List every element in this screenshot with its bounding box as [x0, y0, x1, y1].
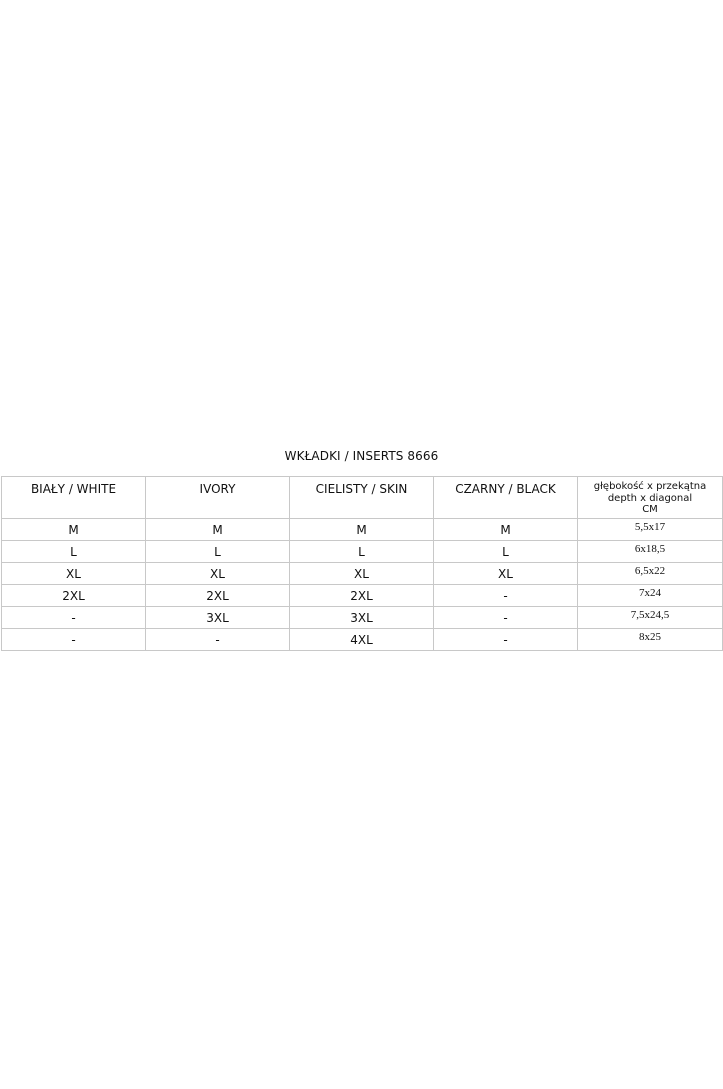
- cell-dimensions: 7,5x24,5: [578, 607, 723, 629]
- cell-black: XL: [434, 563, 578, 585]
- cell-skin: M: [290, 519, 434, 541]
- cell-white: M: [2, 519, 146, 541]
- cell-white: L: [2, 541, 146, 563]
- cell-dimensions: 8x25: [578, 629, 723, 651]
- cell-ivory: 3XL: [146, 607, 290, 629]
- cell-black: -: [434, 585, 578, 607]
- table-row: [2, 519, 723, 541]
- cell-ivory: 2XL: [146, 585, 290, 607]
- cell-skin: 2XL: [290, 585, 434, 607]
- column-header-ivory: IVORY: [146, 477, 290, 519]
- cell-skin: L: [290, 541, 434, 563]
- cell-dimensions: 6x18,5: [578, 541, 723, 563]
- cell-white: XL: [2, 563, 146, 585]
- table-header-row: [2, 477, 723, 519]
- dimensions-header-polish: głębokość x przekątna: [593, 481, 707, 492]
- cell-black: L: [434, 541, 578, 563]
- column-header-black: CZARNY / BLACK: [434, 477, 578, 519]
- table-row: [2, 629, 723, 651]
- cell-white: 2XL: [2, 585, 146, 607]
- cell-ivory: L: [146, 541, 290, 563]
- column-header-dimensions: [578, 477, 723, 519]
- size-table: [1, 476, 723, 651]
- cell-dimensions: 7x24: [578, 585, 723, 607]
- cell-white: -: [2, 629, 146, 651]
- cell-ivory: -: [146, 629, 290, 651]
- column-header-white: BIAŁY / WHITE: [2, 477, 146, 519]
- cell-white: -: [2, 607, 146, 629]
- page-title: WKŁADKI / INSERTS 8666: [284, 449, 439, 463]
- table-row: [2, 563, 723, 585]
- cell-dimensions: 6,5x22: [578, 563, 723, 585]
- cell-ivory: XL: [146, 563, 290, 585]
- table-row: [2, 607, 723, 629]
- cell-skin: 4XL: [290, 629, 434, 651]
- cell-black: -: [434, 629, 578, 651]
- cell-skin: 3XL: [290, 607, 434, 629]
- table-row: [2, 585, 723, 607]
- cell-ivory: M: [146, 519, 290, 541]
- cell-skin: XL: [290, 563, 434, 585]
- dimensions-header-english: depth x diagonal: [607, 492, 693, 504]
- cell-black: -: [434, 607, 578, 629]
- cell-black: M: [434, 519, 578, 541]
- column-header-skin: CIELISTY / SKIN: [290, 477, 434, 519]
- table-row: [2, 541, 723, 563]
- dimensions-header-unit: CM: [642, 504, 658, 515]
- cell-dimensions: 5,5x17: [578, 519, 723, 541]
